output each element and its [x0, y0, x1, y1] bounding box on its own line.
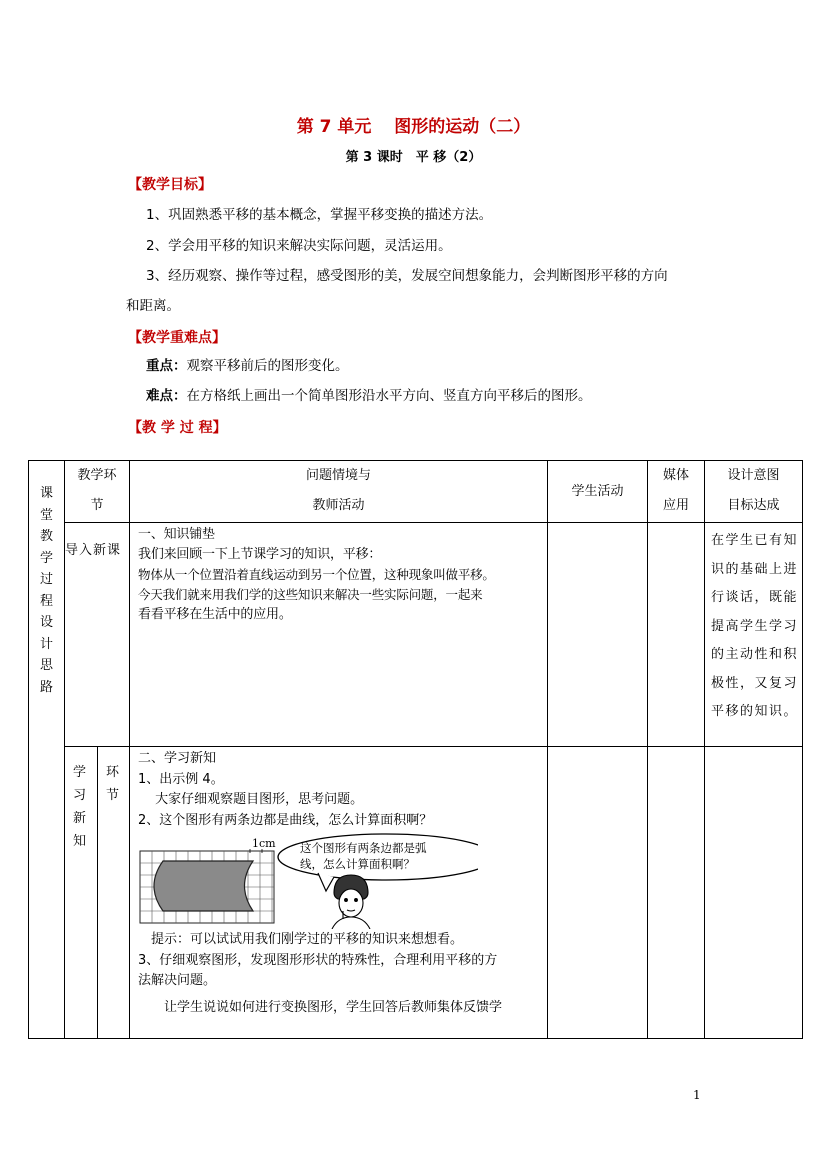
- new-line-8: 让学生说说如何进行变换图形，学生回答后教师集体反馈学: [138, 999, 503, 1015]
- header-design-line1: 设计意图: [727, 468, 780, 483]
- stage-link: 环 节: [106, 765, 121, 803]
- media-intro-cell: [648, 523, 705, 747]
- header-stage-line1: 教学环: [77, 468, 117, 483]
- stage-link-cell: [98, 747, 130, 1039]
- intro-line-2: 我们来回顾一下上节课学习的知识，平移：: [138, 547, 382, 562]
- header-design-line2: 目标达成: [727, 498, 780, 513]
- stage-new: 学 习 新 知: [73, 765, 88, 849]
- intro-line-1: 一、知识铺垫: [138, 527, 215, 542]
- key-point-label: 重点：: [146, 358, 187, 374]
- objective-item-2: 2、学会用平移的知识来解决实际问题，灵活运用。: [146, 238, 452, 254]
- curved-shape: [154, 861, 253, 911]
- example-figure: [138, 833, 478, 929]
- header-media-line1: 媒体: [663, 468, 690, 483]
- header-activity-line2: 教师活动: [312, 498, 365, 513]
- speech-line-1: 这个图形有两条边都是弧: [300, 841, 427, 855]
- key-point-line: [146, 356, 349, 376]
- header-activity-line1: 问题情境与: [306, 468, 372, 483]
- page-number: 1: [693, 1088, 701, 1102]
- student-new-cell: [548, 747, 648, 1039]
- header-stage: [65, 461, 130, 523]
- lesson-subtitle: 第 3 课时 平 移（2）: [345, 150, 482, 165]
- intro-line-5: 看看平移在生活中的应用。: [138, 607, 292, 622]
- objective-item-3-cont: 和距离。: [126, 298, 180, 314]
- side-label-cell: [29, 461, 65, 1039]
- media-new-cell: [648, 747, 705, 1039]
- stage-intro-cell: [65, 523, 130, 747]
- header-activity: [130, 461, 548, 523]
- student-intro-cell: [548, 523, 648, 747]
- key-points-heading: 【教学重难点】: [128, 330, 226, 346]
- header-media: [648, 461, 705, 523]
- activity-new-cell: [130, 747, 548, 1039]
- new-line-3: 大家仔细观察题目图形，思考问题。: [138, 792, 364, 807]
- unit-label: 1cm: [252, 837, 276, 850]
- activity-intro-cell: [130, 523, 548, 747]
- speech-bubble: [278, 834, 478, 891]
- hint-line: 提示：可以试试用我们刚学过的平移的知识来想想看。: [138, 932, 464, 947]
- speech-line-2: 线，怎么计算面积啊？: [300, 857, 416, 871]
- document-title: 第 7 单元 图形的运动（二）: [296, 117, 531, 137]
- side-label: 课 堂 教 学 过 程 设 计 思 路: [39, 486, 53, 695]
- design-intro: 在学生已有知识的基础上进行谈话，既能提高学生学习的主动性和积极性，又复习平移的知识。: [711, 533, 799, 719]
- design-intro-cell: [705, 523, 803, 747]
- new-line-2: 1、出示例 4。: [138, 771, 224, 787]
- process-heading: 【教 学 过 程】: [128, 420, 227, 436]
- objective-item-1: 1、巩固熟悉平移的基本概念，掌握平移变换的描述方法。: [146, 207, 493, 223]
- lesson-process-table: [28, 460, 803, 1039]
- header-stage-line2: 节: [90, 498, 104, 513]
- header-student: [548, 461, 648, 523]
- header-media-line2: 应用: [663, 498, 690, 513]
- student-cartoon: [332, 875, 370, 929]
- objectives-heading: 【教学目标】: [128, 177, 212, 193]
- intro-line-4: 今天我们就来用我们学的这些知识来解决一些实际问题，一起来: [138, 587, 483, 602]
- difficult-point-line: [146, 386, 592, 406]
- intro-line-3: 物体从一个位置沿着直线运动到另一个位置，这种现象叫做平移。: [138, 567, 495, 582]
- new-line-7: 法解决问题。: [138, 973, 217, 988]
- difficult-point-label: 难点：: [146, 388, 187, 404]
- new-line-6: 3、仔细观察图形，发现图形形状的特殊性，合理利用平移的方: [138, 952, 498, 968]
- header-student-text: 学生活动: [571, 483, 624, 499]
- key-point-text: 观察平移前后的图形变化。: [186, 358, 349, 374]
- stage-intro: 导入新课: [65, 543, 122, 558]
- new-line-1: 二、学习新知: [138, 751, 217, 766]
- stage-new-cell: [65, 747, 98, 1039]
- new-line-4: 2、这个图形有两条边都是曲线，怎么计算面积啊？: [138, 812, 433, 828]
- design-new-cell: [705, 747, 803, 1039]
- header-design: [705, 461, 803, 523]
- objective-item-3: 3、经历观察、操作等过程，感受图形的美，发展空间想象能力，会判断图形平移的方向: [146, 268, 668, 284]
- difficult-point-text: 在方格纸上画出一个简单图形沿水平方向、竖直方向平移后的图形。: [186, 388, 592, 404]
